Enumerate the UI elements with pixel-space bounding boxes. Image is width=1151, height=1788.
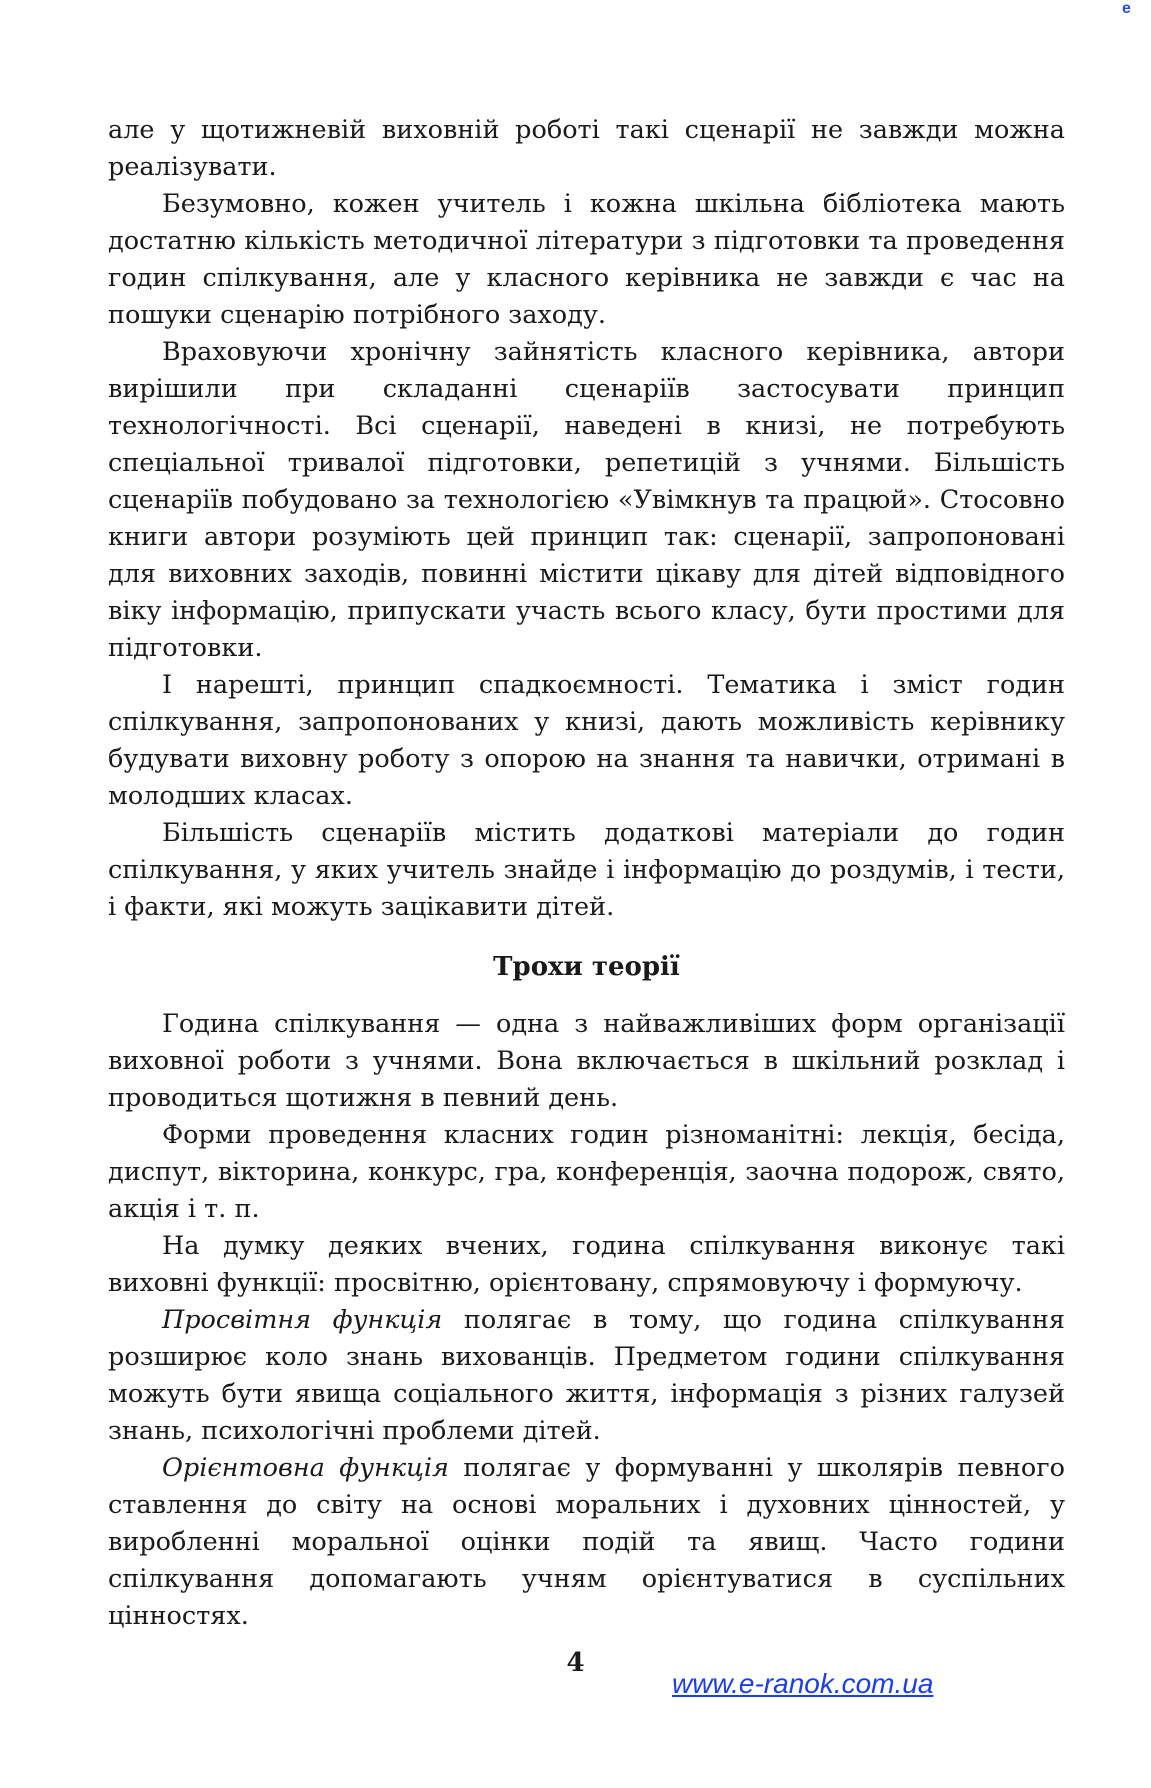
page-content [108, 112, 1065, 1635]
term-orienting-function: Орієнтовна функція [162, 1453, 449, 1483]
paragraph-functions: На думку деяких вчених, година спілкування виконує такі виховні функції: просвітню, орієнтовану, спрямовуючу і формуючу. [108, 1231, 1065, 1298]
paragraph-continuation: але у щотижневій виховній роботі такі сценарії не завжди можна реалізувати. [108, 115, 1065, 182]
page-number: 4 [566, 1648, 585, 1678]
educational-function-text: полягає в тому, що година спілкування розширює коло знань вихованців. Предметом години спілкування можуть бути явища соціального життя, інформація з різних галузей знань, психологічні проблеми дітей. [108, 1305, 1065, 1446]
paragraph-additional-materials: Більшість сценаріїв містить додаткові матеріали до годин спілкування, у яких учитель знайде і інформацію до роздумів, і тести, і факти, які можуть зацікавити дітей. [108, 818, 1065, 922]
paragraph-forms: Форми проведення класних годин різноманітні: лекція, бесіда, диспут, вікторина, конкурс, гра, конференція, заочна подорож, свято, акція і т. п. [108, 1120, 1065, 1224]
paragraph-methodical-literature: Безумовно, кожен учитель і кожна шкільна бібліотека мають достатню кількість методичної літератури з підготовки та проведення годин спілкування, але у класного керівника не завжди є час на пошуки сценарію потрібного заходу. [108, 189, 1065, 330]
paragraph-definition: Година спілкування — одна з найважливіших форм організації виховної роботи з учнями. Вона включається в шкільний розклад і проводиться щотижня в певний день. [108, 1009, 1065, 1113]
corner-logo-mark: e [1122, 0, 1131, 17]
publisher-website-link[interactable]: www.e-ranok.com.ua [672, 1668, 934, 1699]
section-heading: Трохи теорії [493, 952, 680, 982]
orienting-function-text: полягає у формуванні у школярів певного ставлення до світу на основі моральних і духовних цінностей, у виробленні моральної оцінки подій та явищ. Часто години спілкування допомагають учням орієнтуватися в суспільних цінностях. [108, 1453, 1065, 1631]
paragraph-technology-principle: Враховуючи хронічну зайнятість класного керівника, автори вирішили при складанні сценаріїв застосувати принцип технологічності. Всі сценарії, наведені в книзі, не потребують спеціальної тривалої підготовки, репетицій з учнями. Більшість сценаріїв побудовано за технологією «Увімкнув та працюй». Стосовно книги автори розуміють цей принцип так: сценарії, запропоновані для виховних заходів, повинні містити цікаву для дітей відповідного віку інформацію, припускати участь всього класу, бути простими для підготовки. [108, 337, 1065, 663]
paragraph-continuity-principle: І нарешті, принцип спадкоємності. Тематика і зміст годин спілкування, запропонованих у книзі, дають можливість керівнику будувати виховну роботу з опорою на знання та навички, отримані в молодших класах. [108, 670, 1065, 811]
term-educational-function: Просвітня функція [162, 1305, 443, 1335]
paragraph-educational-function [108, 1302, 1065, 1450]
paragraph-orienting-function [108, 1450, 1065, 1635]
